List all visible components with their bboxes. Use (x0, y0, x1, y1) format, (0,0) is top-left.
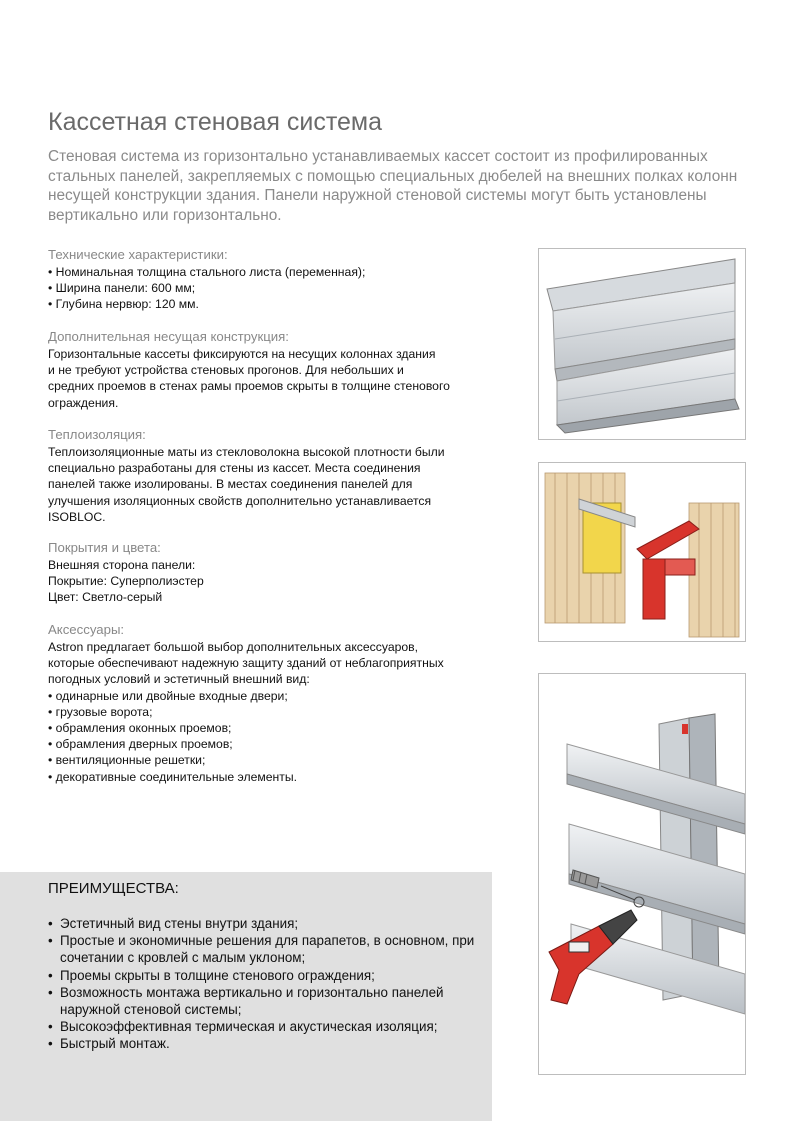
column-fastening-illustration (538, 673, 746, 1075)
section-title: Дополнительная несущая конструкция: (48, 329, 289, 344)
advantages-title: ПРЕИМУЩЕСТВА: (48, 880, 179, 897)
section-line: ограждения. (48, 395, 119, 410)
page-title: Кассетная стеновая система (48, 108, 382, 136)
section-line: • Ширина панели: 600 мм; (48, 281, 196, 296)
section-insulation (48, 427, 508, 525)
section-line: • обрамления оконных проемов; (48, 721, 232, 736)
advantage-item: • Простые и экономичные решения для парапетов, в основном, при сочетании с кровлей с малым уклоном; (48, 932, 488, 966)
advantage-item: • Быстрый монтаж. (48, 1035, 488, 1052)
insulation-corner-illustration (538, 462, 746, 642)
section-line: и не требуют устройства стеновых прогонов. Для небольших и (48, 363, 404, 378)
advantage-item: • Проемы скрыты в толщине стенового ограждения; (48, 967, 488, 984)
section-line: средних проемов в стенах рамы проемов скрыты в толщине стенового (48, 379, 450, 394)
section-line: которые обеспечивают надежную защиту зданий от неблагоприятных (48, 656, 444, 671)
section-line: • вентиляционные решетки; (48, 753, 206, 768)
section-technical (48, 247, 508, 313)
section-line: • Номинальная толщина стального листа (переменная); (48, 265, 366, 279)
section-line: Покрытие: Суперполиэстер (48, 574, 204, 589)
section-title: Теплоизоляция: (48, 427, 146, 442)
section-line: • декоративные соединительные элементы. (48, 769, 297, 784)
section-line: Горизонтальные кассеты фиксируются на несущих колоннах здания (48, 347, 436, 361)
section-line: • Глубина нервюр: 120 мм. (48, 297, 199, 312)
section-line: • грузовые ворота; (48, 704, 153, 719)
section-line: Внешняя сторона панели: (48, 558, 196, 572)
section-line: погодных условий и эстетичный внешний вид: (48, 672, 310, 687)
advantages-list (48, 915, 488, 1053)
section-line: панелей также изолированы. В местах соединения панелей для (48, 477, 413, 492)
section-coatings (48, 540, 508, 606)
section-title: Аксессуары: (48, 622, 125, 637)
section-line: Astron предлагает большой выбор дополнительных аксессуаров, (48, 640, 419, 654)
section-line: Цвет: Светло-серый (48, 590, 163, 605)
section-accessories (48, 622, 508, 785)
section-line: специально разработаны для стены из кассет. Места соединения (48, 461, 421, 476)
intro-paragraph: Стеновая система из горизонтально устанавливаемых кассет состоит из профилированных стальных панелей, закрепляемых с помощью специальных дюбелей на внешних полках колонн несущей конструкции здания. Панели наружной стеновой системы могут быть установлены вертикально или горизонтально. (48, 148, 738, 224)
section-line: ISOBLOC. (48, 509, 106, 524)
section-line: Теплоизоляционные маты из стекловолокна высокой плотности были (48, 445, 445, 459)
section-support (48, 329, 508, 411)
advantage-item: • Эстетичный вид стены внутри здания; (48, 915, 488, 932)
advantage-item: • Высокоэффективная термическая и акустическая изоляция; (48, 1018, 488, 1035)
advantage-item: • Возможность монтажа вертикально и горизонтально панелей наружной стеновой системы; (48, 984, 488, 1018)
section-line: • одинарные или двойные входные двери; (48, 688, 288, 703)
cassette-panel-illustration (538, 248, 746, 440)
section-title: Покрытия и цвета: (48, 540, 161, 555)
section-line: • обрамления дверных проемов; (48, 737, 233, 752)
section-title: Технические характеристики: (48, 247, 228, 262)
section-line: улучшения изоляционных свойств дополнительно устанавливается (48, 493, 432, 508)
